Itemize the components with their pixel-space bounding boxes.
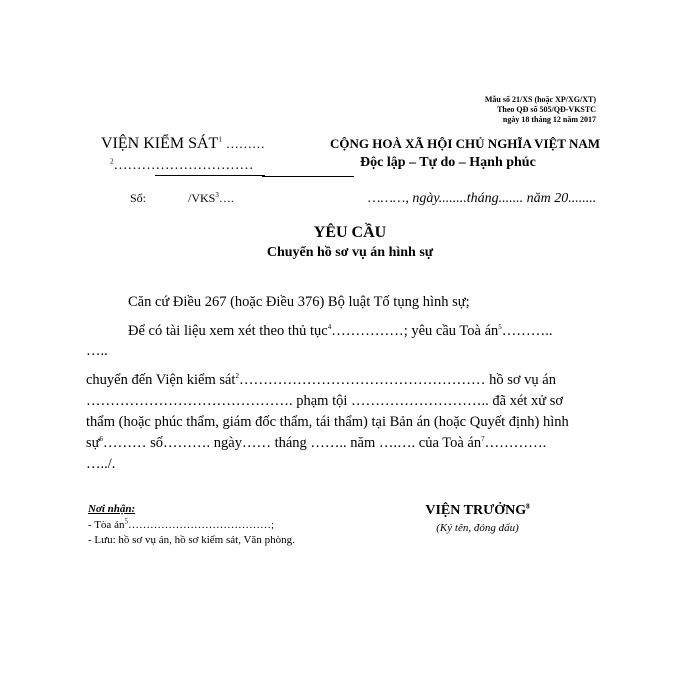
footnote-ref: 5 xyxy=(498,323,502,332)
footnote-ref: 2 xyxy=(235,372,239,381)
footnote-ref: 8 xyxy=(526,502,530,511)
agency-dots: ……… xyxy=(225,136,265,151)
agency-underline xyxy=(155,175,265,176)
recipients-heading: Nơi nhận: xyxy=(88,503,136,515)
purpose-text: Để có tài liệu xem xét theo thủ tục xyxy=(128,323,328,339)
criminal-text: sự xyxy=(86,435,100,451)
form-code-line: Mẫu số 21/XS (hoặc XP/XG/XT) xyxy=(484,95,596,104)
document-title: YÊU CẦU xyxy=(313,224,387,241)
document-subtitle: Chuyển hồ sơ vụ án hình sự xyxy=(266,245,434,260)
body-line-judgment: thẩm (hoặc phúc thẩm, giám đốc thẩm, tái thẩm) tại Bản án (hoặc Quyết định) hình xyxy=(86,414,569,430)
body-line-purpose xyxy=(128,321,553,342)
court-dots: …………. xyxy=(484,435,547,451)
signature-note: (Ký tên, đóng dấu) xyxy=(436,522,519,534)
recipient-archive: - Lưu: hồ sơ vụ án, hồ sơ kiểm sát, Văn phòng. xyxy=(88,534,295,546)
body-line-transfer xyxy=(86,370,556,391)
judgment-number-text: ……… số………. ngày…… tháng …….. năm ….…. của Toà án xyxy=(103,435,482,451)
transfer-text: chuyển đến Viện kiểm sát xyxy=(86,372,236,388)
form-decision-line: Theo QĐ số 505/QĐ-VKSTC xyxy=(497,105,596,114)
nation-name: CỘNG HOÀ XÃ HỘI CHỦ NGHĨA VIỆT NAM xyxy=(330,136,601,151)
motto-underline xyxy=(262,176,354,177)
footnote-ref: 1 xyxy=(218,135,222,144)
footnote-ref: 3 xyxy=(215,191,219,199)
docno-suffix: /VKS xyxy=(188,191,216,205)
document-number xyxy=(130,191,234,206)
date-line: ………, ngày........tháng....... năm 20........ xyxy=(368,191,597,206)
body-line-end: …../. xyxy=(86,456,116,472)
body-line-continuation: ….. xyxy=(86,343,108,359)
agency-subunit xyxy=(110,158,254,174)
purpose-request-text: ……………; yêu cầu Toà án xyxy=(331,323,499,339)
body-paragraph-legal-basis: Căn cứ Điều 267 (hoặc Điều 376) Bộ luật Tố tụng hình sự; xyxy=(128,294,470,310)
footnote-ref: 7 xyxy=(481,435,485,444)
footnote-ref: 2 xyxy=(110,157,114,166)
recipient-court-dots: …………………………………; xyxy=(127,519,275,531)
case-file-text: …………………………………………… hồ sơ vụ án xyxy=(238,372,556,388)
signer-title xyxy=(0,503,700,519)
signer-title-text: VIỆN TRƯỞNG xyxy=(425,503,527,518)
footnote-ref: 6 xyxy=(99,435,104,444)
agency-subunit-dots: ………………………… xyxy=(113,158,254,173)
court-dots: ……….. xyxy=(501,323,553,339)
docno-label: Số: xyxy=(130,191,147,205)
form-date-line: ngày 18 tháng 12 năm 2017 xyxy=(502,115,596,124)
footnote-ref: 5 xyxy=(124,517,128,526)
footnote-ref: 4 xyxy=(327,323,332,332)
recipient-court-label: - Tòa án xyxy=(88,519,125,531)
agency-name xyxy=(101,135,265,153)
body-line-offense: ……………………………………. phạm tội ……………………….. đã xét xử sơ xyxy=(86,393,564,409)
docno-dots: …. xyxy=(218,191,234,205)
agency-label: VIỆN KIỂM SÁT xyxy=(101,135,219,152)
body-line-judgment-details xyxy=(86,433,546,454)
nation-motto: Độc lập – Tự do – Hạnh phúc xyxy=(360,155,536,170)
